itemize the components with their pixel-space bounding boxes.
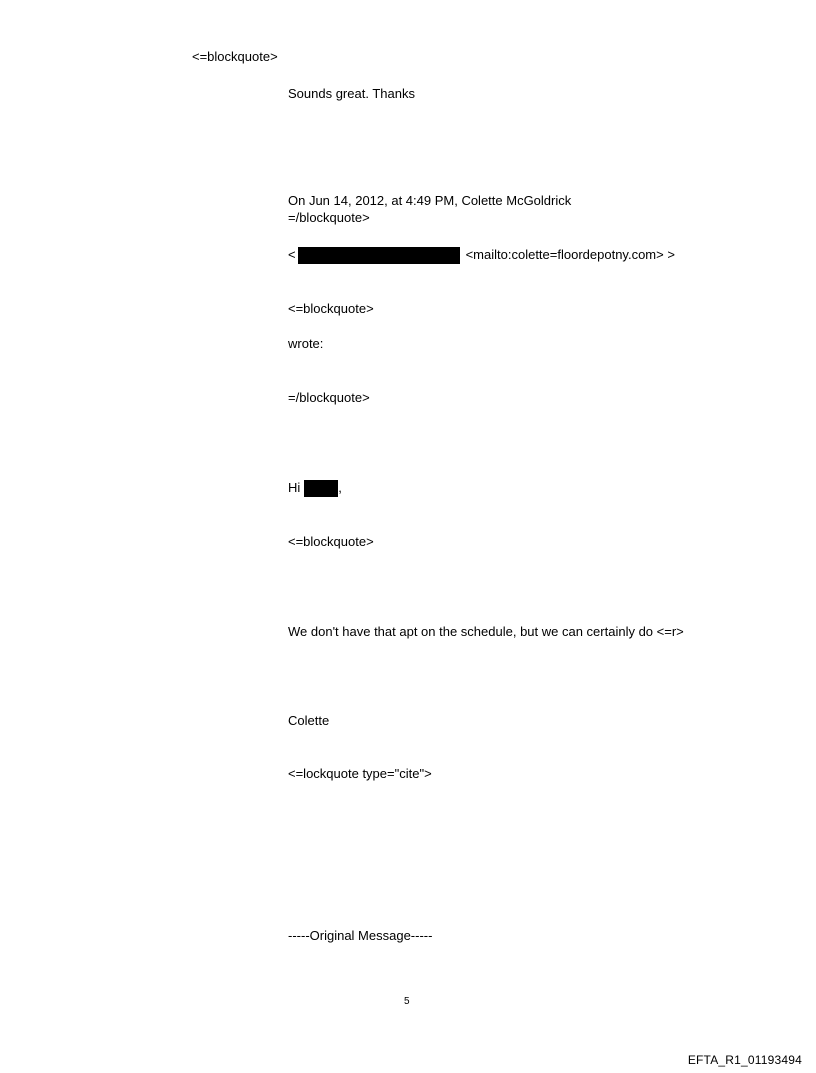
greeting-suffix: , xyxy=(338,480,342,495)
blockquote-close-tag: =/blockquote> xyxy=(288,210,370,225)
blockquote-close-tag: =/blockquote> xyxy=(288,390,370,405)
signature-name: Colette xyxy=(288,713,330,728)
mailto-line xyxy=(288,247,675,264)
original-message-separator: -----Original Message----- xyxy=(288,928,433,943)
page-number: 5 xyxy=(404,996,410,1007)
mailto-link-text: <mailto:colette=floordepotny.com> > xyxy=(465,247,675,262)
reply-text: Sounds great. Thanks xyxy=(288,86,415,101)
redaction-bar xyxy=(298,247,460,264)
blockquote-open-tag: <=blockquote> xyxy=(288,301,374,316)
quote-header-line: On Jun 14, 2012, at 4:49 PM, Colette McGoldrick xyxy=(288,193,572,208)
greeting-line xyxy=(288,480,342,497)
mailto-prefix: < xyxy=(288,247,296,262)
redaction-bar xyxy=(304,480,338,497)
message-body: We don't have that apt on the schedule, but we can certainly do <=r> xyxy=(288,624,684,639)
greeting-prefix: Hi xyxy=(288,480,301,495)
document-id: EFTA_R1_01193494 xyxy=(687,1053,802,1067)
blockquote-open-tag: <=blockquote> xyxy=(288,534,374,549)
wrote-text: wrote: xyxy=(288,336,324,351)
lockquote-cite-tag: <=lockquote type="cite"> xyxy=(288,766,432,781)
blockquote-open-tag: <=blockquote> xyxy=(192,49,278,64)
